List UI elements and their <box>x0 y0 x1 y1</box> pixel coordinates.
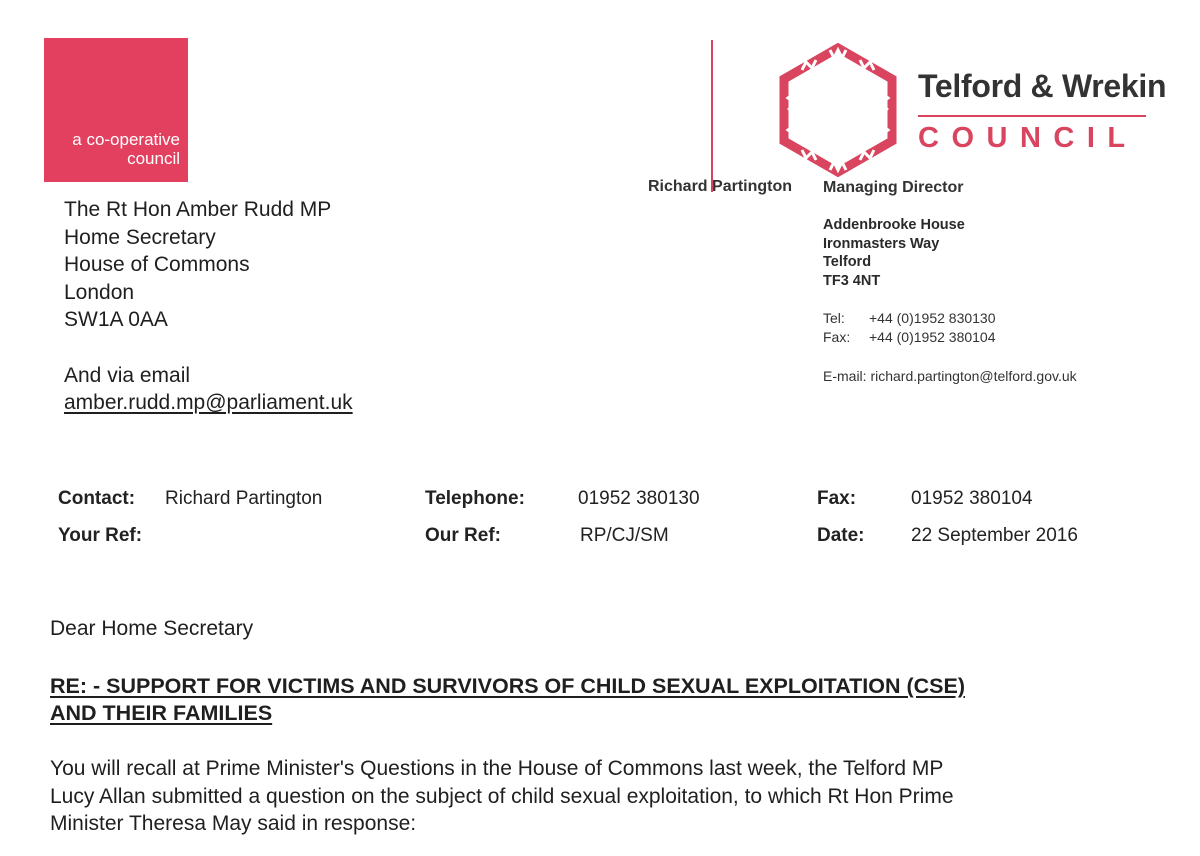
recipient-line: Home Secretary <box>64 225 216 249</box>
tel-value: +44 (0)1952 830130 <box>869 310 996 326</box>
fax-ref-label: Fax: <box>817 488 857 509</box>
subject-line: RE: - SUPPORT FOR VICTIMS AND SURVIVORS OF CHILD SEXUAL EXPLOITATION (CSE) <box>50 674 965 698</box>
badge-line-1: a co-operative <box>72 130 180 149</box>
recipient-address <box>64 196 331 334</box>
sender-telephone <box>823 310 996 326</box>
recipient-line: SW1A 0AA <box>64 308 168 331</box>
fax-value: +44 (0)1952 380104 <box>869 329 996 345</box>
via-email <box>64 362 353 416</box>
recipient-line: The Rt Hon Amber Rudd MP <box>64 198 332 221</box>
address-line: Addenbrooke House <box>823 217 965 233</box>
letter-body <box>50 755 1150 838</box>
council-subtitle: COUNCIL <box>918 122 1138 154</box>
via-email-label: And via email <box>64 364 191 387</box>
email-label: E-mail: <box>823 368 867 384</box>
our-ref-label: Our Ref: <box>425 525 501 546</box>
council-name: Telford & Wrekin <box>918 68 1167 104</box>
fax-label: Fax: <box>823 329 851 345</box>
body-line: Lucy Allan submitted a question on the subject of child sexual exploitation, to which Rt Hon Prime <box>50 784 954 808</box>
telephone-value: 01952 380130 <box>578 488 700 509</box>
co-operative-council-badge <box>44 38 188 182</box>
sender-fax <box>823 329 996 345</box>
letter-greeting: Dear Home Secretary <box>50 617 254 640</box>
header-divider <box>711 40 713 192</box>
sender-name: Richard Partington <box>648 178 793 195</box>
recipient-line: London <box>64 280 135 304</box>
badge-line-2: council <box>127 149 180 168</box>
sender-role: Managing Director <box>823 179 964 196</box>
date-value: 22 September 2016 <box>911 525 1078 546</box>
email-value: richard.partington@telford.gov.uk <box>870 368 1077 384</box>
address-line: Ironmasters Way <box>823 235 940 252</box>
telephone-label: Telephone: <box>425 488 525 509</box>
our-ref-value: RP/CJ/SM <box>580 525 669 546</box>
body-line: You will recall at Prime Minister's Questions in the House of Commons last week, the Telford MP <box>50 757 944 780</box>
address-line: TF3 4NT <box>823 272 881 289</box>
council-name-rule <box>918 115 1146 117</box>
contact-label: Contact: <box>58 488 136 509</box>
recipient-line: House of Commons <box>64 253 250 276</box>
address-line: Telford <box>823 254 872 270</box>
your-ref-label: Your Ref: <box>58 525 143 546</box>
body-line: Minister Theresa May said in response: <box>50 812 417 835</box>
contact-value: Richard Partington <box>165 488 323 509</box>
tel-label: Tel: <box>823 310 845 326</box>
letter-subject <box>50 673 1050 727</box>
badge-text <box>72 130 180 168</box>
recipient-email-link[interactable]: amber.rudd.mp@parliament.uk <box>64 391 353 414</box>
date-label: Date: <box>817 525 865 546</box>
sender-address <box>823 216 965 290</box>
fax-ref-value: 01952 380104 <box>911 488 1033 509</box>
snowflake-hexagon-icon <box>768 40 908 180</box>
subject-line: AND THEIR FAMILIES <box>50 701 273 725</box>
sender-email <box>823 368 1077 384</box>
